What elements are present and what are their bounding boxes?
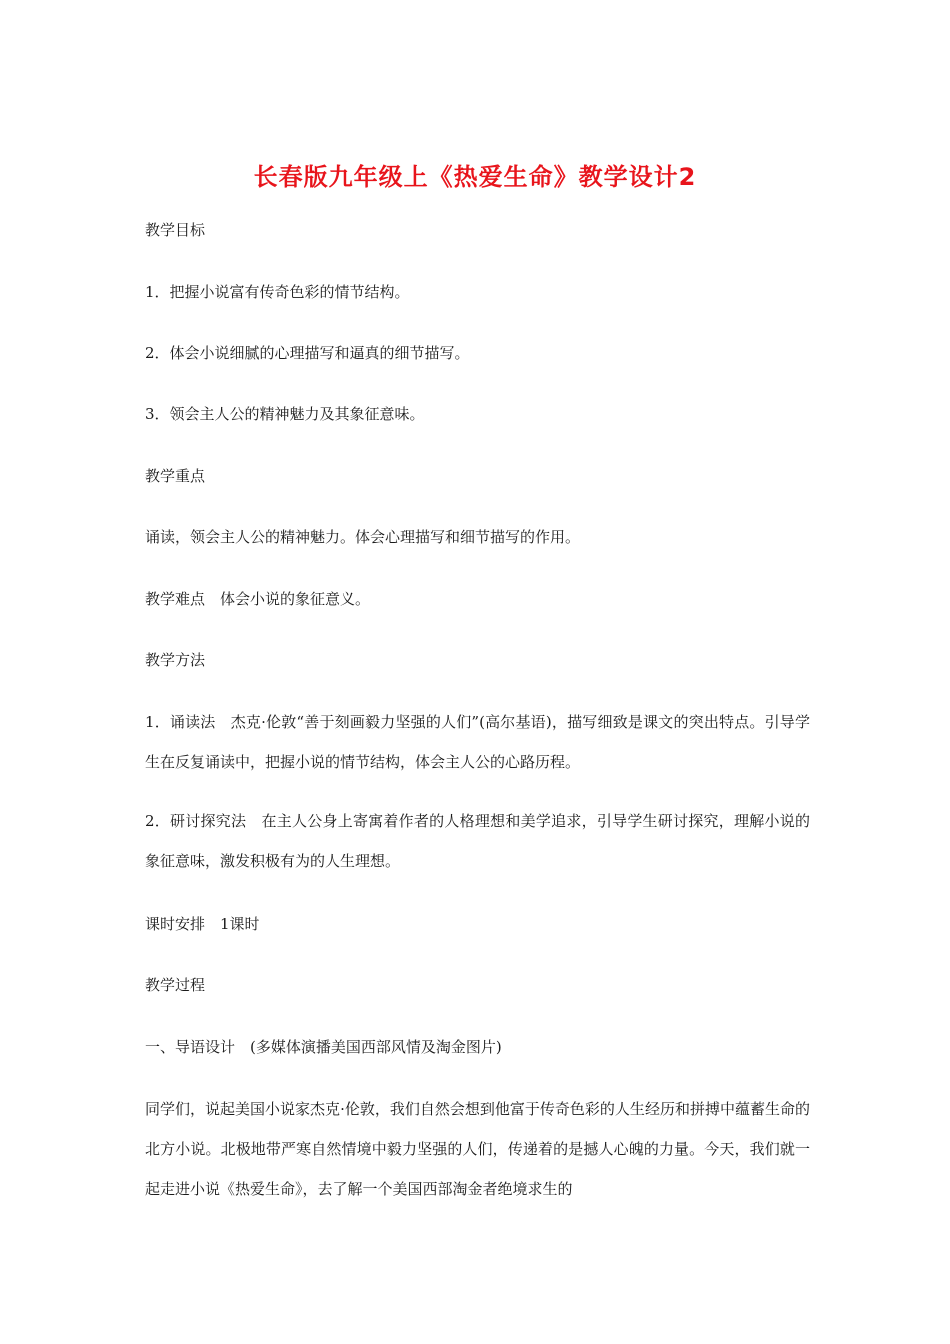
heading-teaching-process: 教学过程	[145, 976, 206, 994]
objective-item-3: 3．领会主人公的精神魅力及其象征意味。	[145, 405, 425, 423]
class-schedule: 课时安排 1课时	[145, 915, 260, 933]
objective-item-1: 1．把握小说富有传奇色彩的情节结构。	[145, 283, 410, 301]
heading-teaching-focus: 教学重点	[145, 467, 206, 485]
teaching-focus-text: 诵读，领会主人公的精神魅力。体会心理描写和细节描写的作用。	[145, 528, 581, 546]
document-title: 长春版九年级上《热爱生命》教学设计2	[253, 163, 697, 191]
heading-teaching-methods: 教学方法	[145, 651, 206, 669]
objective-item-2: 2．体会小说细腻的心理描写和逼真的细节描写。	[145, 344, 470, 362]
intro-paragraph: 同学们，说起美国小说家杰克·伦敦，我们自然会想到他富于传奇色彩的人生经历和拼搏中蕴蓄生命的北方小说。北极地带严寒自然情境中毅力坚强的人们，传递着的是撼人心魄的力量。今天，我们就一起走进小说《热爱生命》，去了解一个美国西部淘金者绝境求生的	[145, 1100, 810, 1198]
intro-design-heading: 一、导语设计 (多媒体演播美国西部风情及淘金图片)	[145, 1038, 502, 1056]
method-item-1: 1．诵读法 杰克·伦敦“善于刻画毅力坚强的人们”(高尔基语)，描写细致是课文的突出特点。引导学生在反复诵读中，把握小说的情节结构，体会主人公的心路历程。	[145, 713, 810, 771]
teaching-difficulty: 教学难点 体会小说的象征意义。	[145, 590, 371, 608]
method-item-2: 2．研讨探究法 在主人公身上寄寓着作者的人格理想和美学追求，引导学生研讨探究，理解小说的象征意味，激发积极有为的人生理想。	[145, 812, 810, 870]
heading-teaching-objectives: 教学目标	[145, 221, 206, 239]
